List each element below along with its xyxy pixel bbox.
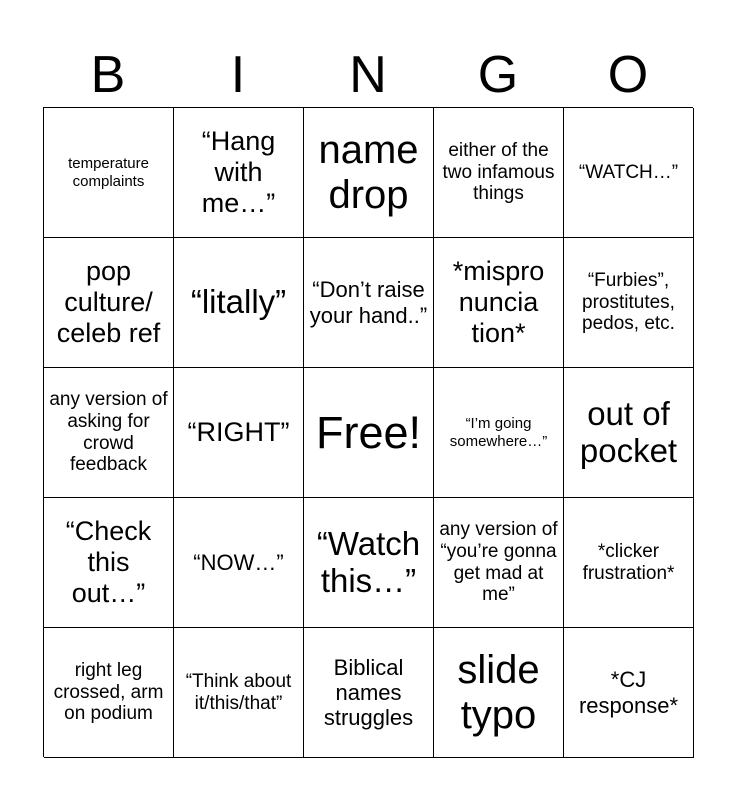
- header-letter-n: N: [349, 46, 387, 104]
- bingo-cell[interactable]: [564, 628, 694, 758]
- cell-text: any version of asking for crowd feedback: [49, 388, 168, 476]
- bingo-cell[interactable]: [44, 108, 174, 238]
- bingo-cell[interactable]: [304, 628, 434, 758]
- bingo-board: [43, 107, 693, 757]
- bingo-cell[interactable]: [564, 238, 694, 368]
- cell-text: “litally”: [190, 283, 287, 321]
- bingo-cell[interactable]: [434, 108, 564, 238]
- bingo-cell[interactable]: [174, 238, 304, 368]
- cell-text: “NOW…”: [193, 549, 284, 575]
- cell-text: pop culture/ celeb ref: [56, 255, 161, 349]
- bingo-cell[interactable]: [434, 368, 564, 498]
- cell-text: “Watch this…”: [316, 524, 421, 599]
- cell-text: “WATCH…”: [578, 161, 679, 183]
- cell-text: “Hang with me…”: [201, 125, 276, 219]
- cell-text: “RIGHT”: [187, 416, 290, 447]
- cell-text: “Furbies”, prostitutes, pedos, etc.: [582, 269, 675, 335]
- cell-text: right leg crossed, arm on podium: [53, 659, 164, 725]
- cell-text: name drop: [318, 127, 419, 217]
- bingo-cell[interactable]: [44, 238, 174, 368]
- bingo-cell[interactable]: [564, 498, 694, 628]
- bingo-cell[interactable]: [174, 628, 304, 758]
- cell-text: *CJ response*: [578, 667, 679, 718]
- cell-text: “I’m going somewhere…”: [449, 415, 548, 450]
- bingo-cell[interactable]: [434, 628, 564, 758]
- cell-text: slide typo: [457, 647, 540, 737]
- bingo-cell[interactable]: [174, 498, 304, 628]
- bingo-cell[interactable]: [434, 498, 564, 628]
- bingo-cell[interactable]: [44, 628, 174, 758]
- cell-text: Free!: [315, 406, 422, 458]
- cell-text: “Don’t raise your hand..”: [309, 277, 428, 328]
- cell-text: Biblical names struggles: [323, 654, 414, 731]
- header-letter-b: B: [90, 46, 126, 104]
- cell-text: *clicker frustration*: [582, 540, 675, 584]
- bingo-cell[interactable]: [564, 108, 694, 238]
- bingo-cell[interactable]: [564, 368, 694, 498]
- bingo-header: [43, 44, 693, 106]
- cell-text: temperature complaints: [68, 155, 149, 190]
- bingo-cell[interactable]: [434, 238, 564, 368]
- cell-text: “Think about it/this/that”: [185, 670, 292, 714]
- bingo-cell[interactable]: [304, 108, 434, 238]
- header-letter-o: O: [607, 46, 649, 104]
- bingo-cell[interactable]: [44, 368, 174, 498]
- cell-text: any version of “you’re gonna get mad at me”: [439, 518, 558, 606]
- bingo-cell[interactable]: [304, 368, 434, 498]
- bingo-cell[interactable]: [304, 498, 434, 628]
- header-letter-i: I: [230, 46, 246, 104]
- cell-text: out of pocket: [579, 394, 678, 469]
- cell-text: “Check this out…”: [65, 515, 152, 609]
- header-letter-g: G: [477, 46, 519, 104]
- bingo-cell[interactable]: [174, 368, 304, 498]
- bingo-cell[interactable]: [304, 238, 434, 368]
- cell-text: *mispro nuncia tion*: [452, 255, 545, 349]
- cell-text: either of the two infamous things: [442, 139, 555, 205]
- bingo-cell[interactable]: [174, 108, 304, 238]
- bingo-cell[interactable]: [44, 498, 174, 628]
